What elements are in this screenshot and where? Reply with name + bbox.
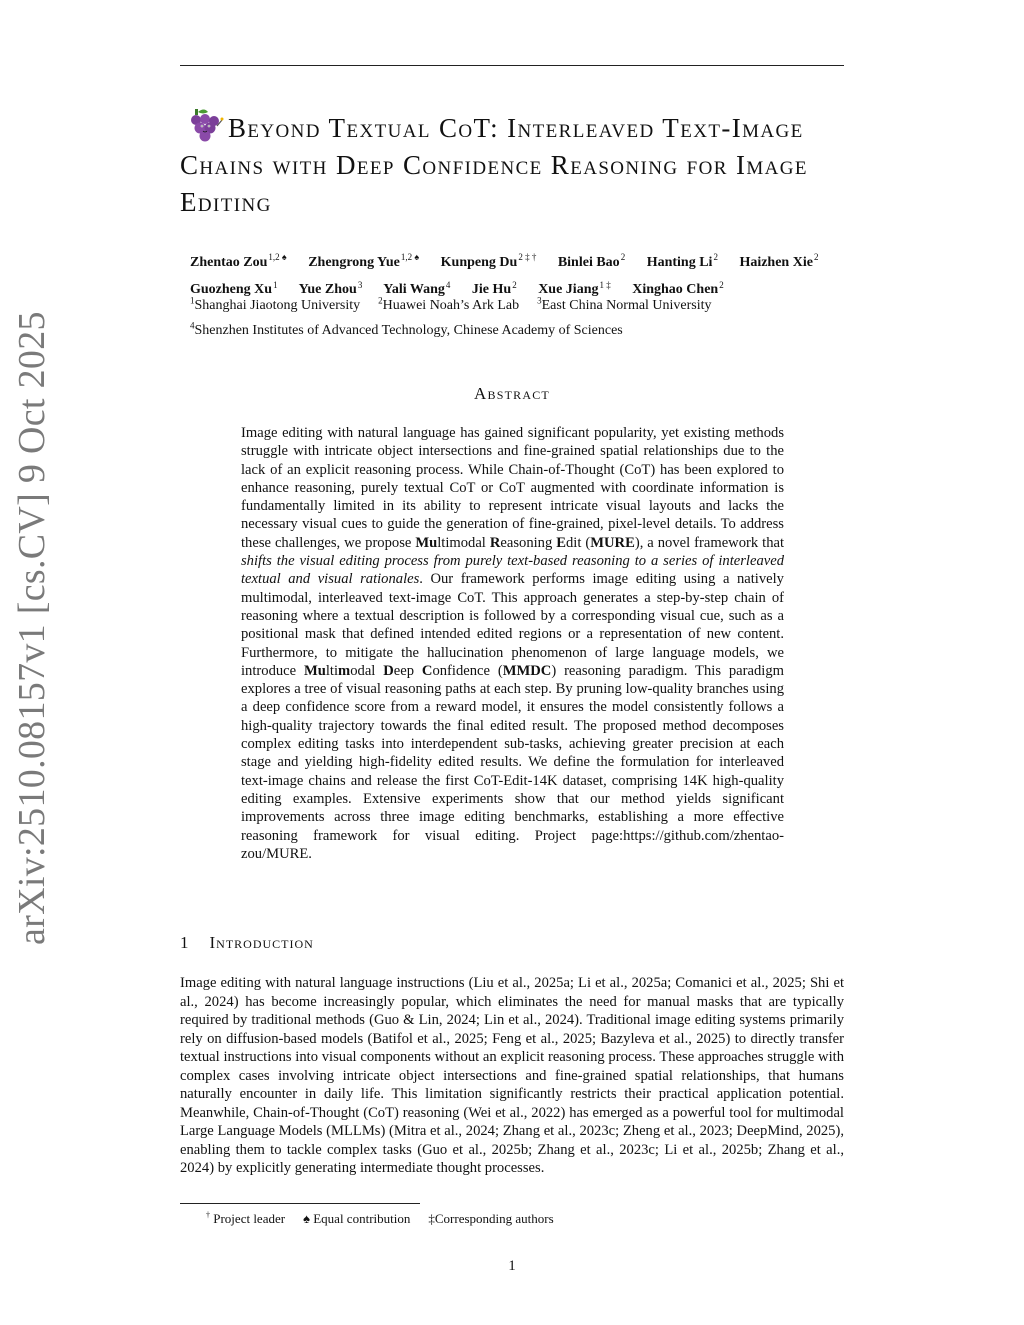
mmdc-name-bold: m <box>338 662 351 679</box>
affiliation-text: Shenzhen Institutes of Advanced Technology, Chinese Academy of Sciences <box>194 323 623 339</box>
title-block <box>180 110 850 221</box>
affiliation <box>190 320 623 339</box>
footnote <box>428 1211 553 1226</box>
author-name <box>440 252 537 270</box>
affiliation <box>537 295 712 313</box>
author-name-text: Xinghao Chen <box>632 282 719 298</box>
affiliation <box>190 295 361 313</box>
affiliation-text: East China Normal University <box>541 297 712 313</box>
author-affiliation-mark: 1,2 ♠ <box>268 252 287 262</box>
mmdc-name-bold: D <box>383 662 394 679</box>
affiliation-text: Huawei Noah’s Ark Lab <box>382 297 520 313</box>
author-name-text: Haizhen Xie <box>739 254 813 270</box>
affiliation-number: 4 <box>190 320 195 331</box>
footnote-text: ♠ Equal contribution <box>303 1211 411 1227</box>
abstract-part: . Our framework performs image editing using a natively multimodal, interleaved text-image CoT. This approach generates a step-by-step chain of reasoning where a textual description is followed by a corresponding visual cue, such as a positional mask that defined intended edited regions or a representation of new content. Furthermore, to mitigate the hallucination phenomenon of large language models, we introduce <box>241 571 784 679</box>
author-affiliation-mark: 2 ‡ † <box>518 252 537 262</box>
mure-abbreviation: MURE <box>590 534 635 551</box>
author-name-text: Hanting Li <box>646 254 713 270</box>
affiliation-number: 2 <box>378 295 383 305</box>
author-affiliation-mark: 2 <box>620 252 626 262</box>
author-affiliation-mark: 2 <box>713 252 718 262</box>
mure-name-part: ltimodal <box>437 534 490 551</box>
introduction-paragraph: Image editing with natural language instructions (Liu et al., 2025a; Li et al., 2025a; Comanici et al., 2025; Shi et al., 2024) has become increasingly popular, which eliminates the need for manual masks that are typically required by traditional methods (Guo & Lin, 2024; Lin et al., 2024). Traditional image editing systems primarily rely on diffusion-based models (Batifol et al., 2025; Feng et al., 2025; Bazyleva et al., 2025) to directly transfer textual instructions into visual components without an explicit reasoning process. These approaches struggle with complex cases involving intricate object intersections and fine-grained spatial relationships, that humans naturally encounter in daily life. This limitation significantly restricts their practical application potential. Meanwhile, Chain-of-Thought (CoT) reasoning (Wei et al., 2022) has emerged as a powerful tool for multimodal Large Language Models (MLLMs) (Mitra et al., 2024; Zhang et al., 2023c; Zheng et al., 2023; DeepMind, 2025), enabling them to tackle complex tasks (Guo et al., 2025b; Zhang et al., 2023c; Li et al., 2025b; Zhang et al., 2024) by explicitly generating intermediate thought processes. <box>180 975 844 1176</box>
author-name-text: Xue Jiang <box>538 282 599 298</box>
mure-name-bold: R <box>489 534 501 551</box>
section-title: Introduction <box>209 933 314 952</box>
affiliation <box>378 295 520 313</box>
mmdc-name-part: odal <box>350 662 384 679</box>
footnote-mark: † <box>206 1211 210 1220</box>
mmdc-name-bold: C <box>421 662 433 679</box>
abstract-part: ) reasoning paradigm. This paradigm explores a tree of visual reasoning paths at each step. By pruning low-quality branches using a deep confidence score from a reward model, it ensures the model consistently follows a high-quality trajectory towards the final edited result. The proposed method decomposes complex editing tasks into interdependent sub-tasks, achieving greater precision at each stage and yielding high-fidelity edited results. We define the formulation for interleaved text-image chains and release the first CoT-Edit-14K dataset, comprising 14K high-quality editing examples. Extensive experiments show that our method yields significant improvements across three image editing benchmarks, establishing a more effective reasoning framework for visual editing. Project page:https://github.com/zhentao-zou/MURE. <box>241 662 784 862</box>
footnote-text: ‡Corresponding authors <box>428 1211 554 1227</box>
author-affiliation-mark: 2 <box>719 279 724 290</box>
author-name <box>308 252 420 270</box>
mmdc-abbreviation: MMDC <box>502 662 552 679</box>
author-name <box>739 252 819 270</box>
abstract-italic-phrase: shifts the visual editing process from purely text-based reasoning to a series of interleaved textual and visual rationales <box>241 553 784 588</box>
section-heading-introduction <box>180 933 314 953</box>
mure-name-bold: Mu <box>415 534 438 551</box>
mmdc-name-part: lti <box>325 662 339 679</box>
affiliation-text: Shanghai Jiaotong University <box>194 297 361 313</box>
arxiv-identifier-stamp: arXiv:2510.08157v1 [cs.CV] 9 Oct 2025 <box>11 311 53 945</box>
abstract-part: Image editing with natural language has gained significant popularity, yet existing methods struggle with intricate object intersections and fine-grained spatial relationships due to the lack of an explicit reasoning process. While Chain-of-Thought (CoT) has been explored to enhance reasoning, purely textual CoT or CoT augmented with coordinate information is fundamentally limited in its ability to represent intricate visual layouts and lacks the necessary visual cues to guide the generation of fine-grained, pixel-level details. To address these challenges, we propose <box>241 425 784 551</box>
footnote <box>303 1211 410 1226</box>
mmdc-name-part: onfidence ( <box>432 662 503 679</box>
footnote-rule <box>180 1203 420 1204</box>
footnotes <box>206 1207 572 1228</box>
affiliation-number: 3 <box>537 295 542 305</box>
author-name-text: Yue Zhou <box>298 282 357 298</box>
page-number: 1 <box>508 1258 516 1274</box>
author-affiliation-mark: 1 <box>273 279 278 290</box>
author-affiliation-mark: 4 <box>445 279 451 290</box>
author-affiliation-mark: 3 <box>357 279 363 290</box>
author-name-text: Zhengrong Yue <box>308 254 400 270</box>
author-name-text: Zhentao Zou <box>190 254 268 270</box>
mmdc-name-part: eep <box>393 662 422 679</box>
author-name-text: Yali Wang <box>383 282 445 298</box>
author-name-text: Kunpeng Du <box>440 254 518 270</box>
grape-mascot-icon <box>185 106 225 146</box>
footnote <box>206 1211 285 1226</box>
author-name-text: Jie Hu <box>471 282 512 298</box>
mure-name-part: dit ( <box>565 534 591 551</box>
author-name <box>190 252 287 270</box>
author-name-text: Guozheng Xu <box>190 282 273 298</box>
paper-title: Beyond Textual CoT: Interleaved Text-Image Chains with Deep Confidence Reasoning for Image Editing <box>180 113 808 217</box>
mmdc-name-bold: Mu <box>303 662 326 679</box>
author-name <box>557 252 626 270</box>
affiliation-number: 1 <box>190 295 195 305</box>
footnote-text: Project leader <box>210 1211 286 1227</box>
author-affiliation-mark: 1 ‡ <box>599 279 611 290</box>
affiliation-list <box>190 290 850 341</box>
mure-name-part: easoning <box>500 534 557 551</box>
abstract-part: ), a novel framework that <box>634 534 785 551</box>
author-affiliation-mark: 1,2 ♠ <box>400 252 420 262</box>
author-name-text: Binlei Bao <box>557 254 620 270</box>
abstract-heading: Abstract <box>474 384 550 403</box>
author-affiliation-mark: 2 <box>813 252 819 262</box>
section-number: 1 <box>180 933 190 952</box>
author-name <box>646 252 718 270</box>
author-affiliation-mark: 2 <box>512 279 517 290</box>
mure-name-bold: E <box>556 534 566 551</box>
top-rule <box>180 65 844 66</box>
abstract-text <box>241 424 784 863</box>
